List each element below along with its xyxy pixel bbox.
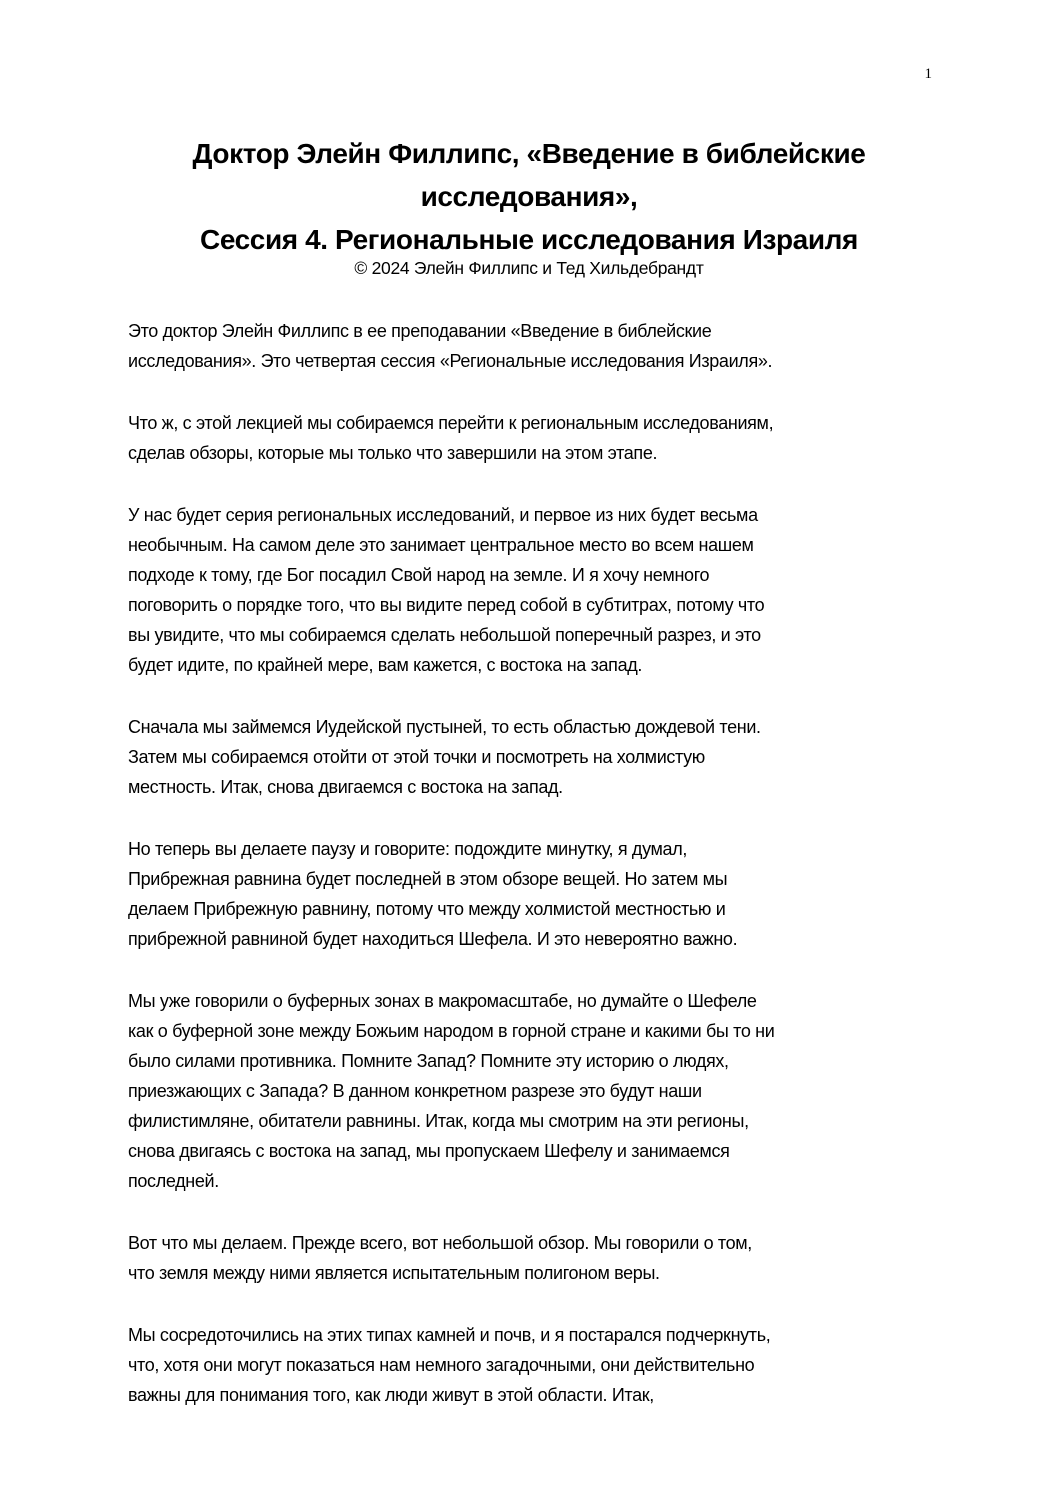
paragraph-line: Мы сосредоточились на этих типах камней и почв, и я постарался подчеркнуть, [128,1325,771,1345]
title-line: исследования», [420,181,638,212]
paragraph-line: Сначала мы займемся Иудейской пустыней, то есть областью дождевой тени. [128,717,761,737]
paragraph-line: будет идите, по крайней мере, вам кажется, с востока на запад. [128,655,643,675]
paragraph-line: приезжающих с Запада? В данном конкретном разрезе это будут наши [128,1081,702,1101]
paragraph-line: что земля между ними является испытательным полигоном веры. [128,1263,660,1283]
title-line: Доктор Элейн Филлипс, «Введение в библейские [192,138,866,169]
paragraph-line: местность. Итак, снова двигаемся с востока на запад. [128,777,563,797]
paragraph-line: как о буферной зоне между Божьим народом в горной стране и какими бы то ни [128,1021,775,1041]
paragraph-line: Прибрежная равнина будет последней в этом обзоре вещей. Но затем мы [128,869,728,889]
paragraph-line: Это доктор Элейн Филлипс в ее преподавании «Введение в библейские [128,321,712,341]
paragraph [128,712,948,802]
paragraph-line: исследования». Это четвертая сессия «Региональные исследования Израиля». [128,351,773,371]
paragraph-line: делаем Прибрежную равнину, потому что между холмистой местностью и [128,899,726,919]
paragraph-line: снова двигаясь с востока на запад, мы пропускаем Шефелу и занимаемся [128,1141,730,1161]
paragraph-line: прибрежной равниной будет находиться Шефела. И это невероятно важно. [128,929,738,949]
paragraph-line: У нас будет серия региональных исследований, и первое из них будет весьма [128,505,758,525]
paragraph-line: подходе к тому, где Бог посадил Свой народ на земле. И я хочу немного [128,565,710,585]
paragraph [128,1320,948,1410]
paragraph-line: Что ж, с этой лекцией мы собираемся перейти к региональным исследованиям, [128,413,774,433]
title-line: Сессия 4. Региональные исследования Израиля [200,224,858,255]
paragraph-line: Затем мы собираемся отойти от этой точки и посмотреть на холмистую [128,747,705,767]
paragraph [128,1228,948,1288]
paragraph-line: вы увидите, что мы собираемся сделать небольшой поперечный разрез, и это [128,625,761,645]
paragraph [128,316,948,376]
paragraph-line: сделав обзоры, которые мы только что завершили на этом этапе. [128,443,658,463]
paragraph-line: необычным. На самом деле это занимает центральное место во всем нашем [128,535,754,555]
copyright-line: © 2024 Элейн Филлипс и Тед Хильдебрандт [354,258,704,278]
paragraph-line: что, хотя они могут показаться нам немного загадочными, они действительно [128,1355,755,1375]
paragraph-line: поговорить о порядке того, что вы видите перед собой в субтитрах, потому что [128,595,765,615]
paragraph [128,500,948,680]
paragraph [128,834,948,954]
paragraph [128,986,948,1196]
page-number: 1 [924,66,932,82]
paragraph-line: Мы уже говорили о буферных зонах в макромасштабе, но думайте о Шефеле [128,991,757,1011]
paragraph-line: последней. [128,1171,219,1191]
paragraph-line: филистимляне, обитатели равнины. Итак, когда мы смотрим на эти регионы, [128,1111,749,1131]
document-body [128,316,948,1442]
paragraph-line: было силами противника. Помните Запад? Помните эту историю о людях, [128,1051,729,1071]
document-title [0,132,1058,261]
paragraph-line: Вот что мы делаем. Прежде всего, вот небольшой обзор. Мы говорили о том, [128,1233,752,1253]
paragraph-line: Но теперь вы делаете паузу и говорите: подождите минутку, я думал, [128,839,688,859]
paragraph-line: важны для понимания того, как люди живут в этой области. Итак, [128,1385,654,1405]
paragraph [128,408,948,468]
